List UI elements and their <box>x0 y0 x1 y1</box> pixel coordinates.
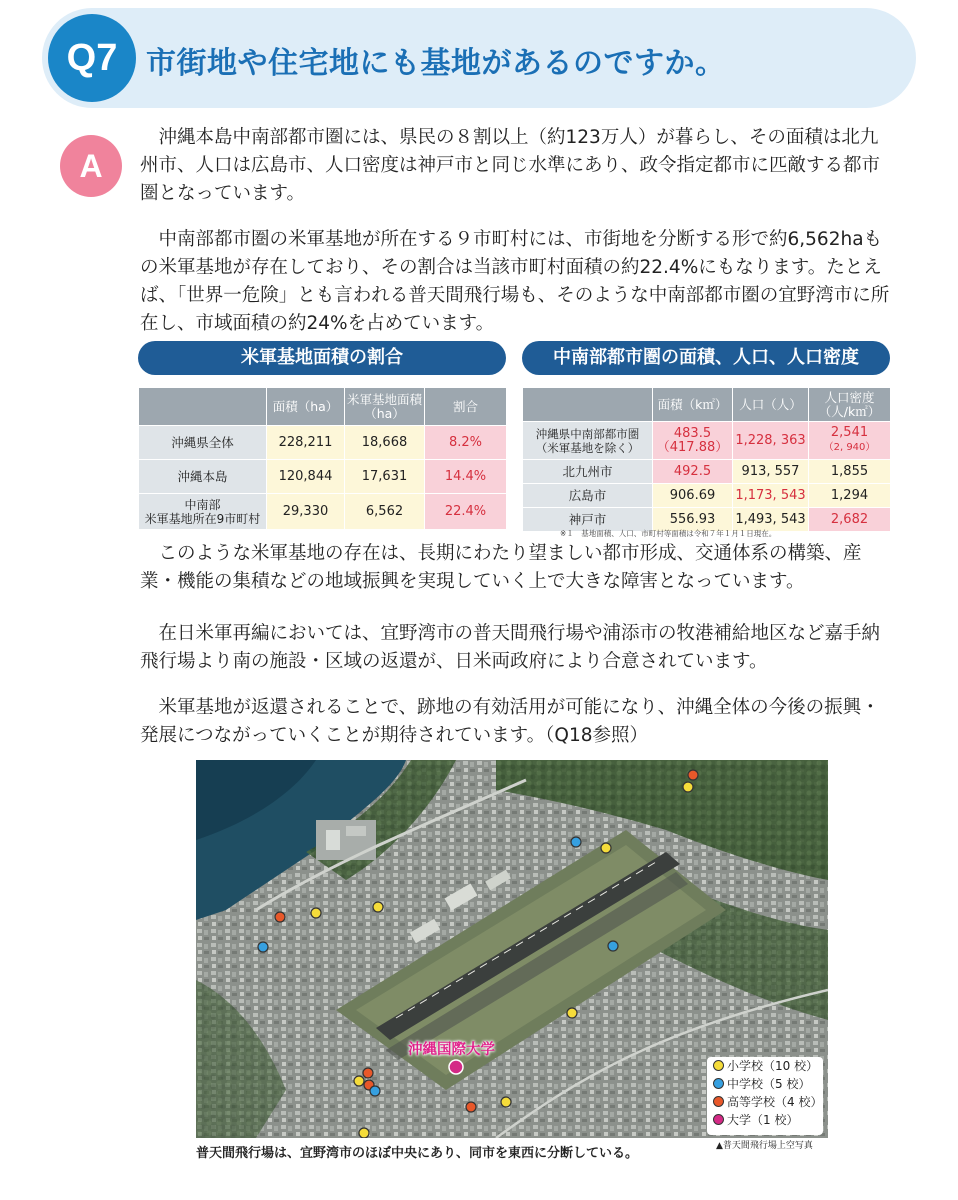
cell-pop: 913, 557 <box>733 460 809 484</box>
table-row <box>523 484 891 508</box>
cell-density: 1,294 <box>809 484 891 508</box>
orange-dot-icon <box>713 1096 724 1107</box>
row-name: 広島市 <box>523 484 653 508</box>
cell-ratio: 14.4% <box>425 460 507 494</box>
row-name: 中南部 米軍基地所在9市町村 <box>139 494 267 530</box>
density-value-excl: （2, 940） <box>823 442 876 453</box>
table2-header-pop: 人口（人） <box>733 388 809 422</box>
cell-pop: 1,173, 543 <box>733 484 809 508</box>
table2-title: 中南部都市圏の面積、人口、人口密度 <box>522 341 890 375</box>
table1-header-area: 面積（ha） <box>267 388 345 426</box>
cell-density: 1,855 <box>809 460 891 484</box>
table2-header-empty <box>523 388 653 422</box>
cell-base: 18,668 <box>345 426 425 460</box>
paragraph-5: 米軍基地が返還されることで、跡地の有効活用が可能になり、沖縄全体の今後の振興・発展につながっていくことが期待されています。（Q18参照） <box>140 697 880 746</box>
table1-header-base: 米軍基地面積 （ha） <box>345 388 425 426</box>
table1-header-empty <box>139 388 267 426</box>
row-name: 沖縄本島 <box>139 460 267 494</box>
paragraph-1: 沖縄本島中南部都市圏には、県民の８割以上（約123万人）が暮らし、その面積は北九州市、人口は広島市、人口密度は神戸市と同じ水準にあり、政令指定都市に匹敵する都市圏となっています。 <box>140 127 881 204</box>
base-area-table <box>138 387 507 530</box>
answer-badge: A <box>60 135 122 197</box>
legend-item-high-school: 高等学校（4 校） <box>707 1093 823 1111</box>
table1-title: 米軍基地面積の割合 <box>138 341 506 375</box>
cell-density <box>809 422 891 460</box>
photo-credit: ▲普天間飛行場上空写真 <box>716 1141 813 1151</box>
cell-pop: 1,228, 363 <box>733 422 809 460</box>
cell-area: 492.5 <box>653 460 733 484</box>
legend-item-university: 大学（1 校） <box>707 1111 823 1129</box>
cell-ratio: 22.4% <box>425 494 507 530</box>
paragraph-3: このような米軍基地の存在は、長期にわたり望ましい都市形成、交通体系の構築、産業・機能の集積などの地域振興を実現していく上で大きな障害となっています。 <box>140 543 862 592</box>
row-name: 沖縄県中南部都市圏 （米軍基地を除く） <box>523 422 653 460</box>
photo-caption: 普天間飛行場は、宜野湾市のほぼ中央にあり、同市を東西に分断している。 <box>196 1146 639 1161</box>
row-name: 沖縄県全体 <box>139 426 267 460</box>
cell-area: 120,844 <box>267 460 345 494</box>
table1-header-ratio: 割合 <box>425 388 507 426</box>
table-row <box>523 422 891 460</box>
cell-area: 556.93 <box>653 508 733 532</box>
paragraph-2: 中南部都市圏の米軍基地が所在する９市町村には、市街地を分断する形で約6,562haもの米軍基地が存在しており、その割合は当該市町村面積の約22.4%にもなります。たとえば、「世界一危険」とも言われる普天間飛行場も、そのような中南部都市圏の宜野湾市に所在し、市域面積の約24%を占めています。 <box>140 229 890 334</box>
area-value-excl: （417.88） <box>656 439 729 455</box>
legend-item-junior-high: 中学校（5 校） <box>707 1075 823 1093</box>
table2-header-area: 面積（k㎡） <box>653 388 733 422</box>
cell-ratio: 8.2% <box>425 426 507 460</box>
row-name: 北九州市 <box>523 460 653 484</box>
table-footnote: ※１ 基地面積、人口、市町村等面積は令和７年１月１日現在。 <box>560 529 777 538</box>
question-title: 市街地や住宅地にも基地があるのですか。 <box>146 46 726 81</box>
cell-density: 2,682 <box>809 508 891 532</box>
legend-item-elementary: 小学校（10 校） <box>707 1057 823 1075</box>
yellow-dot-icon <box>713 1060 724 1071</box>
cell-area: 228,211 <box>267 426 345 460</box>
area-value: 483.5 <box>673 425 712 441</box>
table-row <box>523 460 891 484</box>
cell-base: 6,562 <box>345 494 425 530</box>
blue-dot-icon <box>713 1078 724 1089</box>
cell-area <box>653 422 733 460</box>
cell-area: 906.69 <box>653 484 733 508</box>
cell-area: 29,330 <box>267 494 345 530</box>
table-row <box>139 460 507 494</box>
map-legend <box>707 1057 823 1135</box>
density-value: 2,541 <box>830 425 869 440</box>
urban-area-table <box>522 387 891 532</box>
cell-base: 17,631 <box>345 460 425 494</box>
paragraph-4: 在日米軍再編においては、宜野湾市の普天間飛行場や浦添市の牧港補給地区など嘉手納飛行場より南の施設・区域の返還が、日米両政府により合意されています。 <box>140 623 881 672</box>
question-badge: Q7 <box>48 14 136 102</box>
table-row <box>139 426 507 460</box>
university-label: 沖縄国際大学 <box>408 1042 495 1058</box>
magenta-dot-icon <box>713 1114 724 1125</box>
cell-pop: 1,493, 543 <box>733 508 809 532</box>
table2-header-density: 人口密度 （人/k㎡） <box>809 388 891 422</box>
table-row <box>139 494 507 530</box>
row-name: 神戸市 <box>523 508 653 532</box>
